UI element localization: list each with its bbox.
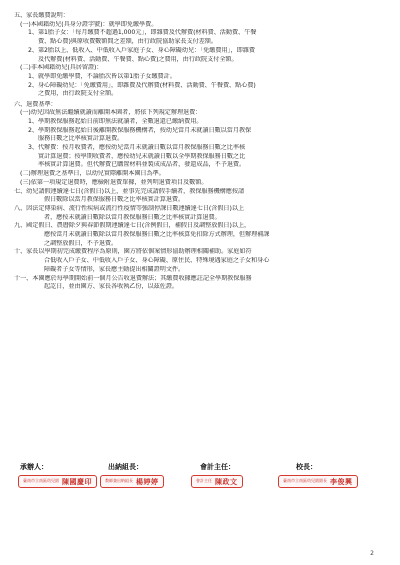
text-line: 十一、本園應於每學期開始前一個月公告收退費辦法；其繳費收據應註記全學期教保服務 [14, 274, 252, 282]
accountant-stamp-title: 會計主任 [196, 478, 212, 484]
accountant-stamp-name: 陳政文 [215, 477, 238, 486]
accountant-stamp [191, 475, 243, 488]
text-line: 2、第2胎以上、低收入、中低收入戶家庭子女、身心障礙幼兒：「免繳費用」，即雜費 [28, 46, 255, 54]
organizer-label: 承辦人： [20, 463, 48, 471]
text-line: 九、國定假日、農曆除夕與春節假期連續達七日(含例假日，補假日及調整放假日)以上， [14, 222, 251, 230]
text-line: 1、學期教保服務起始日前即無法就讀者，全數退還已繳納費用。 [28, 117, 203, 125]
text-line: 1、就學即免繳學費，不論胎次皆以第1胎子女繳費計。 [28, 72, 176, 80]
organizer-stamp-title: 臺南市立南區幼兒園 [23, 478, 59, 484]
text-line: 七、幼兒請假連續達七日(含假日)以上，並事先完成請假手續者，教保服務機構應按請 [14, 187, 245, 195]
text-line: 1、第1胎子女：「每月繳費不超過1,000元」，即雜費及代辦費(材料費、活動費、午餐 [28, 29, 257, 37]
text-line: (二)非本國籍幼兒(具居留證)： [20, 64, 103, 72]
signature-section [0, 462, 400, 502]
refund-policy-text [14, 12, 390, 292]
text-line: 十、家長以學期初完成繳費程序為原則，園方將依個案情形協助辦理相關補助。家庭如符 [14, 248, 252, 256]
text-line: 2、身心障礙幼兒：「免繳費用」，即雜費及代辦費(材料費、活動費、午餐費、點心費) [28, 81, 256, 89]
cashier-stamp [100, 475, 164, 488]
text-line: 者，應按未就讀日數除以當月教保服務日數之比率核實計算退費。 [44, 213, 221, 221]
organizer-stamp [18, 475, 97, 488]
text-line: (二)辦理退費之基準日，以幼兒實際離開本園日為準。 [20, 170, 165, 178]
principal-stamp-title: 臺南市立南區幼兒園園長 [283, 478, 327, 484]
cashier-label: 出納組長： [108, 463, 143, 471]
text-line: 及代辦費(材料費、活動費、午餐費、點心費)之費用，由行政院支付全額。 [38, 55, 238, 63]
cashier-stamp-name: 楊婷婷 [136, 477, 159, 486]
text-line: 假日數除以當月教保服務日數之比率核實計算退費。 [44, 196, 185, 204]
text-line: 障礙者子女等情形，家長應主動提出相關證明文件。 [44, 265, 185, 273]
text-line: 六、退費基準： [14, 100, 57, 108]
text-line: (三)依第一項規定退費時，應檢附退費單據，並列明退費項目及數額。 [20, 178, 208, 186]
page-number: 2 [370, 550, 374, 557]
text-line: 之費用，由行政院支付全額。 [38, 90, 118, 98]
text-line: 之調整放假日，不予退費。 [44, 239, 118, 247]
text-line: (一)本國籍幼兒(具身分證字號)：就學即免繳學費。 [20, 20, 158, 28]
text-line: 八、因法定傳染病、流行性疾病或流行性疫情等強制停課日數連續達七日(含假日)以上 [14, 204, 245, 212]
text-line: 費、點心費)與原收費數額間之差額，由行政院協助家長支付差額。 [38, 38, 217, 46]
text-line: 3、代辦費：按月收費者，應按幼兒當月未就讀日數以當月教保服務日數之比率核 [28, 144, 246, 152]
text-line: 實計算退費；按學期收費者，應按幼兒未就讀日數以全學期教保服務日數之比 [38, 152, 246, 160]
organizer-stamp-name: 陳國慶印 [62, 477, 92, 486]
cashier-stamp-title: 教師兼出納組長 [105, 478, 133, 484]
principal-stamp [278, 475, 358, 488]
text-line: 2、學期教保服務起始日後離開教保服務機構者，按幼兒當月未就讀日數以當月教保 [28, 126, 252, 134]
principal-stamp-name: 李俊興 [330, 477, 353, 486]
text-line: 應按當月未就讀日數除以當月教保服務日數之比率核算免扣除方式辦理，但辦理補課 [44, 231, 270, 239]
accountant-label: 會計主任： [200, 463, 235, 471]
text-line: 率核實計算退費。但代辦費已購置材料並製成成品者，發還成品，不予退費。 [38, 161, 246, 169]
text-line: 五、家長繳費說明： [14, 12, 69, 19]
text-line: 合低收入戶子女、中低收入戶子女、身心障礙、原住民、特殊境遇家庭之子女和身心 [44, 257, 270, 265]
text-line: 起訖日，並由園方、家長各收執乙份，以茲佐證。 [44, 283, 178, 291]
text-line: 服務日數之比率核實計算退費。 [38, 135, 124, 143]
principal-label: 校長： [296, 463, 317, 471]
text-line: (一)幼兒因故無法繼續就讀而離開本園者，將依下列規定辦理退費： [20, 109, 202, 117]
